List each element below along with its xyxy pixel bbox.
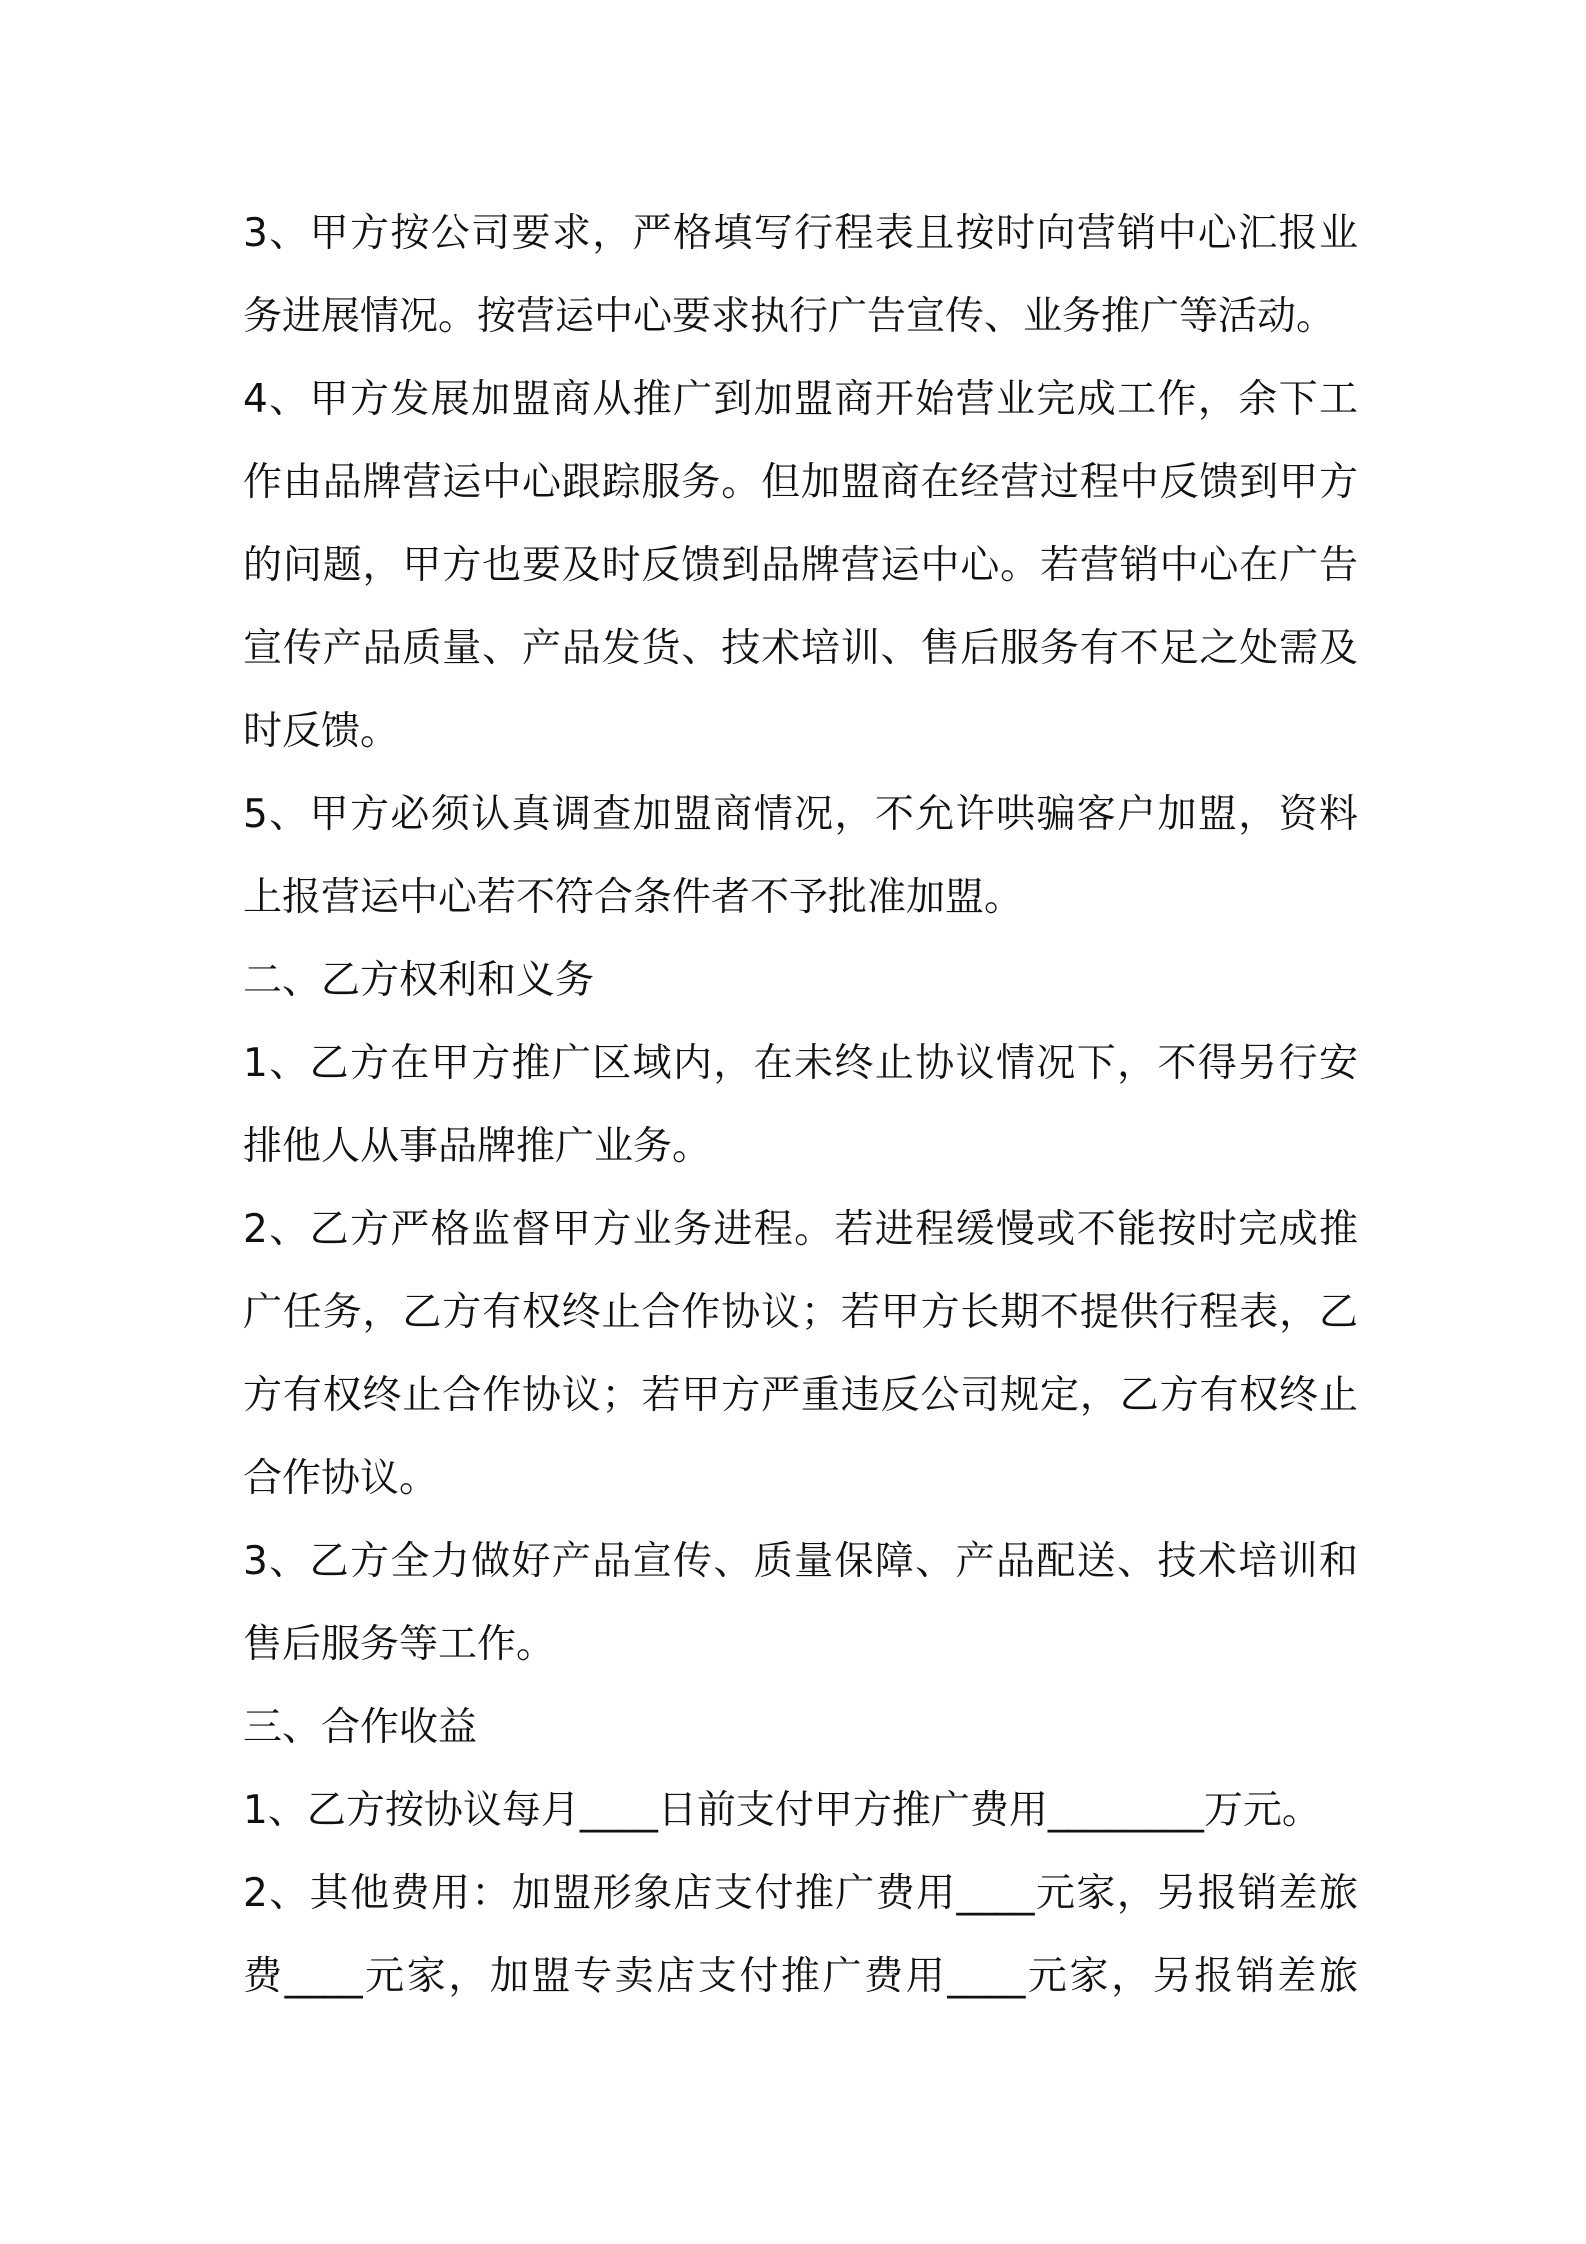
text-line: 作由品牌营运中心跟踪服务。但加盟商在经营过程中反馈到甲方	[243, 460, 1358, 505]
text-line: 宣传产品质量、产品发货、技术培训、售后服务有不足之处需及	[243, 626, 1358, 671]
text-line: 3、乙方全力做好产品宣传、质量保障、产品配送、技术培训和	[243, 1539, 1358, 1584]
section-heading: 二、乙方权利和义务	[243, 958, 595, 1003]
text-line: 1、乙方在甲方推广区域内，在未终止协议情况下，不得另行安	[243, 1041, 1358, 1086]
text-line: 2、其他费用：加盟形象店支付推广费用____元家，另报销差旅	[243, 1871, 1358, 1916]
text-line: 1、乙方按协议每月____日前支付甲方推广费用________万元。	[243, 1788, 1321, 1833]
text-line: 售后服务等工作。	[243, 1622, 556, 1667]
text-line: 合作协议。	[243, 1456, 439, 1501]
text-line: 时反馈。	[243, 709, 400, 754]
section-heading: 三、合作收益	[243, 1705, 478, 1750]
text-line: 方有权终止合作协议；若甲方严重违反公司规定，乙方有权终止	[243, 1373, 1358, 1418]
text-line: 2、乙方严格监督甲方业务进程。若进程缓慢或不能按时完成推	[243, 1207, 1358, 1252]
text-line: 排他人从事品牌推广业务。	[243, 1124, 712, 1169]
text-line: 上报营运中心若不符合条件者不予批准加盟。	[243, 875, 1024, 920]
text-line: 3、甲方按公司要求，严格填写行程表且按时向营销中心汇报业	[243, 211, 1358, 256]
text-line: 广任务，乙方有权终止合作协议；若甲方长期不提供行程表，乙	[243, 1290, 1358, 1335]
text-line: 务进展情况。按营运中心要求执行广告宣传、业务推广等活动。	[243, 294, 1336, 339]
text-line: 的问题，甲方也要及时反馈到品牌营运中心。若营销中心在广告	[243, 543, 1358, 588]
text-line: 4、甲方发展加盟商从推广到加盟商开始营业完成工作，余下工	[243, 377, 1358, 422]
document-body	[243, 192, 1358, 2018]
text-line: 费____元家，加盟专卖店支付推广费用____元家，另报销差旅	[243, 1954, 1358, 1999]
text-line: 5、甲方必须认真调查加盟商情况，不允许哄骗客户加盟，资料	[243, 792, 1358, 837]
